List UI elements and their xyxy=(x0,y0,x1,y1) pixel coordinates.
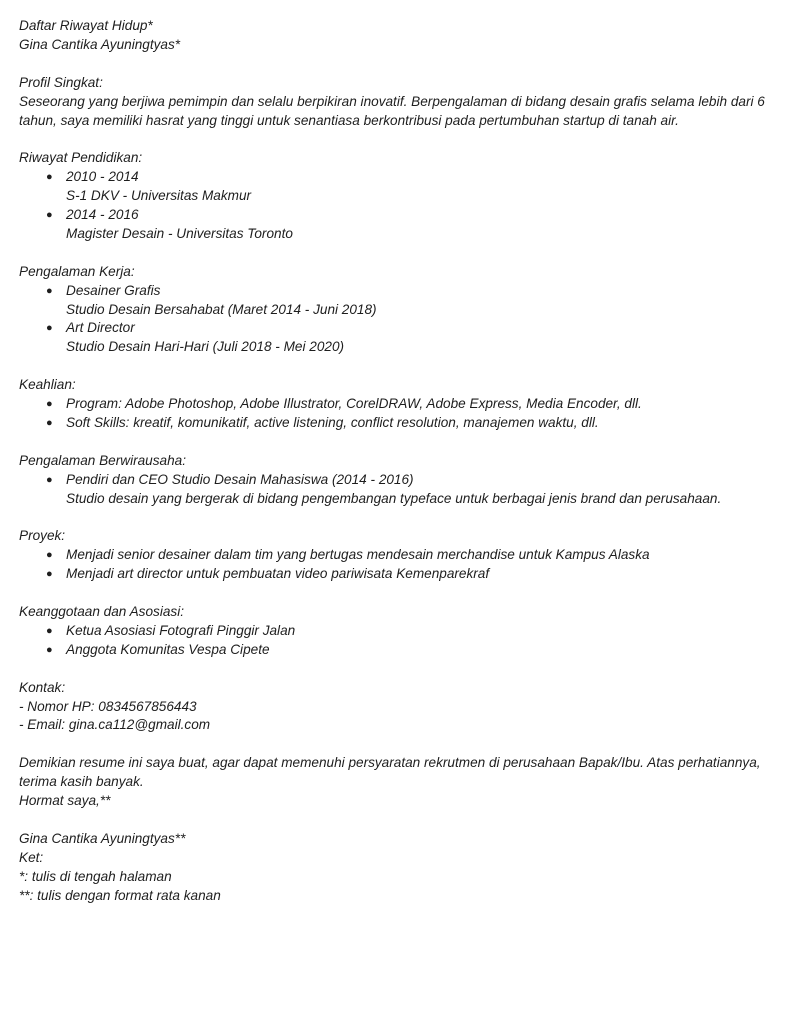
spacer xyxy=(19,735,769,754)
spacer xyxy=(19,508,769,527)
education-detail: Magister Desain - Universitas Toronto xyxy=(66,225,293,241)
work-heading: Pengalaman Kerja: xyxy=(19,263,135,279)
contact-email: - Email: gina.ca112@gmail.com xyxy=(19,717,211,733)
contact-heading: Kontak: xyxy=(19,679,66,695)
closing-regards: Hormat saya,** xyxy=(19,793,111,809)
membership-text: Anggota Komunitas Vespa Cipete xyxy=(66,641,270,657)
job-detail: Studio Desain Hari-Hari (Juli 2018 - Mei 2020) xyxy=(66,339,345,355)
profile-text: Seseorang yang berjiwa pemimpin dan selalu berpikiran inovatif. Berpengalaman di bidang desain grafis selama lebih dari 6 tahun, saya memiliki hasrat yang tinggi untuk senantiasa berkontribusi pada pertumbuhan startup di tanah air. xyxy=(19,93,765,128)
bullet-icon: ● xyxy=(46,568,53,581)
note-item: *: tulis di tengah halaman xyxy=(19,868,172,884)
skill-text: Program: Adobe Photoshop, Adobe Illustrator, CorelDRAW, Adobe Express, Media Encoder, dll. xyxy=(66,396,642,412)
list-item xyxy=(19,282,769,320)
spacer xyxy=(19,433,769,452)
bullet-icon: ● xyxy=(46,171,53,184)
bullet-icon: ● xyxy=(46,643,53,656)
skill-text: Soft Skills: kreatif, komunikatif, active listening, conflict resolution, manajemen waktu, dll. xyxy=(66,414,599,430)
spacer xyxy=(19,244,769,263)
entrepreneur-heading: Pengalaman Berwirausaha: xyxy=(19,452,187,468)
bullet-icon: ● xyxy=(46,398,53,411)
bullet-icon: ● xyxy=(46,416,53,429)
list-item xyxy=(19,168,769,206)
skills-heading: Keahlian: xyxy=(19,377,76,393)
list-item xyxy=(19,206,769,244)
spacer xyxy=(19,357,769,376)
spacer xyxy=(19,584,769,603)
applicant-name: Gina Cantika Ayuningtyas* xyxy=(19,36,181,52)
list-item xyxy=(19,622,769,641)
contact-phone: - Nomor HP: 0834567856443 xyxy=(19,698,197,714)
education-detail: S-1 DKV - Universitas Makmur xyxy=(66,188,252,204)
signature-name: Gina Cantika Ayuningtyas** xyxy=(19,830,186,846)
education-period: 2010 - 2014 xyxy=(66,169,139,185)
note-item: **: tulis dengan format rata kanan xyxy=(19,887,221,903)
entrepreneur-list xyxy=(19,471,769,509)
bullet-icon: ● xyxy=(46,284,53,297)
project-text: Menjadi senior desainer dalam tim yang bertugas mendesain merchandise untuk Kampus Alaska xyxy=(66,547,650,563)
bullet-icon: ● xyxy=(46,549,53,562)
closing-text: Demikian resume ini saya buat, agar dapat memenuhi persyaratan rekrutmen di perusahaan Bapak/Ibu. Atas perhatiannya, terima kasih banyak. xyxy=(19,755,761,790)
education-period: 2014 - 2016 xyxy=(66,207,139,223)
spacer xyxy=(19,55,769,74)
project-text: Menjadi art director untuk pembuatan video pariwisata Kemenparekraf xyxy=(66,566,490,582)
list-item xyxy=(19,414,769,433)
spacer xyxy=(19,660,769,679)
job-title: Desainer Grafis xyxy=(66,282,161,298)
education-heading: Riwayat Pendidikan: xyxy=(19,150,143,166)
profile-heading: Profil Singkat: xyxy=(19,74,103,90)
membership-text: Ketua Asosiasi Fotografi Pinggir Jalan xyxy=(66,622,296,638)
bullet-icon: ● xyxy=(46,624,53,637)
list-item xyxy=(19,546,769,565)
bullet-icon: ● xyxy=(46,322,53,335)
education-list xyxy=(19,168,769,244)
notes-heading: Ket: xyxy=(19,849,44,865)
resume-document xyxy=(19,17,769,905)
membership-heading: Keanggotaan dan Asosiasi: xyxy=(19,603,185,619)
membership-list xyxy=(19,622,769,660)
job-title: Art Director xyxy=(66,320,135,336)
projects-heading: Proyek: xyxy=(19,528,66,544)
list-item xyxy=(19,641,769,660)
spacer xyxy=(19,130,769,149)
venture-title: Pendiri dan CEO Studio Desain Mahasiswa (2014 - 2016) xyxy=(66,471,414,487)
venture-detail: Studio desain yang bergerak di bidang pengembangan typeface untuk berbagai jenis brand dan perusahaan. xyxy=(66,490,722,506)
projects-list xyxy=(19,546,769,584)
list-item xyxy=(19,471,769,509)
document-title: Daftar Riwayat Hidup* xyxy=(19,18,153,33)
list-item xyxy=(19,319,769,357)
skills-list xyxy=(19,395,769,433)
bullet-icon: ● xyxy=(46,473,53,486)
spacer xyxy=(19,811,769,830)
list-item xyxy=(19,565,769,584)
work-list xyxy=(19,282,769,358)
bullet-icon: ● xyxy=(46,209,53,222)
job-detail: Studio Desain Bersahabat (Maret 2014 - Juni 2018) xyxy=(66,301,377,317)
list-item xyxy=(19,395,769,414)
